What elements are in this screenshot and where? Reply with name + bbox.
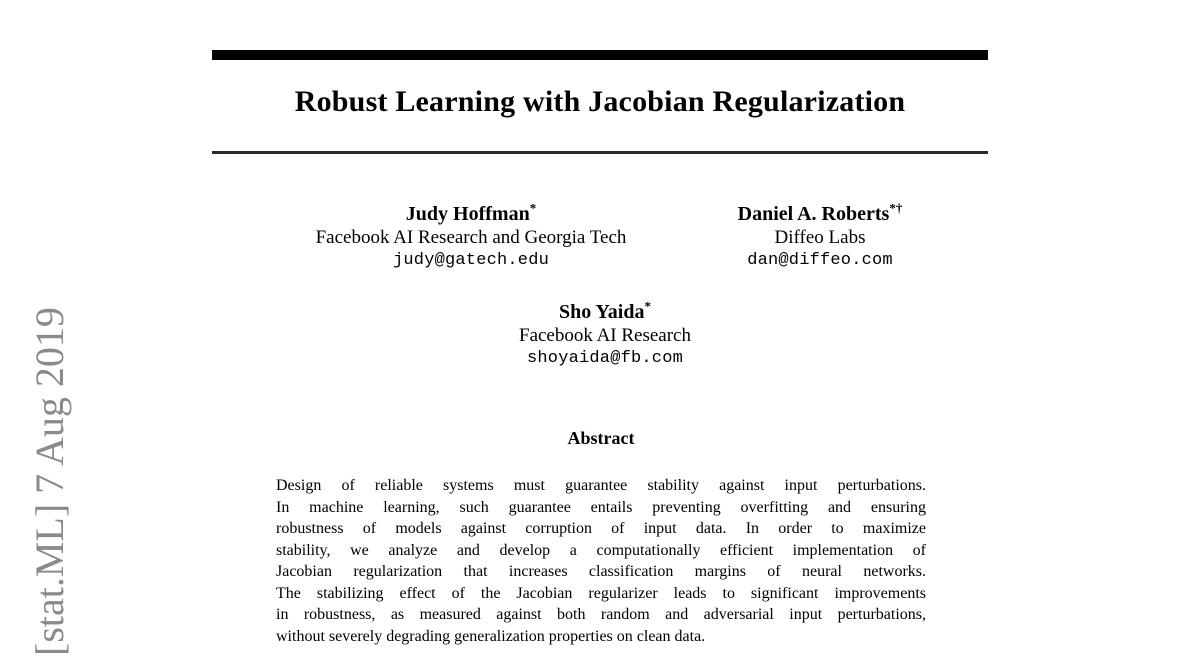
author-block-roberts [670,200,970,272]
author-affiliation: Diffeo Labs [774,227,866,248]
author-footnote-marker: * [529,200,537,216]
abstract-line: Design of reliable systems must guarantee stability against input perturbations. [276,477,926,494]
author-name-text: Judy Hoffman [405,203,530,225]
title-rule-top [212,50,988,60]
author-email: shoyaida@fb.com [526,349,684,368]
author-block-hoffman [271,200,671,272]
author-affiliation: Facebook AI Research [519,325,691,346]
title-rule-bottom [212,151,988,154]
author-block-yaida [455,298,755,370]
arxiv-sidebar-stamp: [stat.ML] 7 Aug 2019 [27,307,72,656]
abstract-line: robustness of models against corruption of input data. In order to maximize [276,520,926,537]
paper-title: Robust Learning with Jacobian Regularization [294,85,906,118]
abstract-line: without severely degrading generalization properties on clean data. [276,627,706,645]
author-name [670,200,970,226]
author-name-text: Sho Yaida [559,301,645,323]
author-footnote-marker: * [644,298,651,314]
author-footnote-marker: *† [889,200,903,216]
author-name-text: Daniel A. Roberts [737,203,890,225]
abstract-line: in robustness, as measured against both random and adversarial input perturbations, [276,606,926,623]
abstract-line: Jacobian regularization that increases classification margins of neural networks. [276,563,926,580]
author-name [455,298,755,324]
author-email: dan@diffeo.com [747,251,893,270]
abstract-heading: Abstract [567,428,635,448]
author-email: judy@gatech.edu [392,251,550,270]
abstract-line: stability, we analyze and develop a computationally efficient implementation of [276,541,926,559]
abstract-line: The stabilizing effect of the Jacobian regularizer leads to significant improvements [276,584,926,602]
author-affiliation: Facebook AI Research and Georgia Tech [315,227,627,248]
abstract-line: In machine learning, such guarantee entails preventing overfitting and ensuring [276,498,926,516]
abstract-text [276,475,926,647]
author-name [271,200,671,226]
